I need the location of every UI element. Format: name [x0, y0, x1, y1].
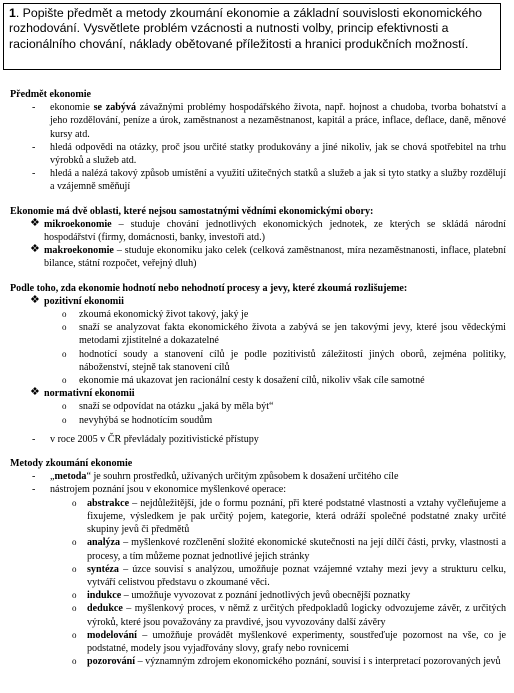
list-item-text [30, 295, 506, 308]
circle-bullet: o [72, 603, 77, 614]
text-run: – studuje ekonomiku jako celek (celková zaměstnanost, míra nezaměstnanosti, inflace, platební bilance, státní rozpočet, veřejný dluh) [44, 245, 506, 270]
dash-bullet: - [32, 433, 36, 445]
circle-bullet: o [62, 401, 67, 412]
list-item [10, 483, 506, 496]
sub-list-item [10, 589, 506, 602]
list-item-text [38, 470, 506, 483]
dash-bullet: - [32, 471, 36, 483]
circle-bullet: o [72, 656, 77, 667]
list-item [10, 387, 506, 400]
document-body [10, 88, 506, 668]
dash-bullet: - [32, 102, 36, 114]
circle-bullet: o [72, 497, 77, 508]
circle-bullet: o [62, 348, 67, 359]
list-item [10, 433, 506, 446]
circle-bullet: o [62, 309, 67, 320]
circle-bullet: o [72, 629, 77, 640]
list-item-text: nevyhýbá se hodnotícím soudům [79, 414, 213, 426]
heading-subject: Předmět ekonomie [10, 89, 92, 100]
circle-bullet: o [62, 375, 67, 386]
circle-bullet: o [72, 537, 77, 548]
sub-list-item [10, 497, 506, 537]
sub-list-item [10, 348, 506, 374]
list-item-text [10, 497, 506, 537]
list-item-text: ekonomie má ukazovat jen racionální cesty k dosažení cílů, nikoliv však cíle samotné [79, 375, 425, 387]
list-item [10, 218, 506, 244]
circle-bullet: o [72, 563, 77, 574]
list-item-text: hledá a nalézá takový způsob umístění a využití užitečných statků a služeb a jak si tyto statky a služby rozdělují a vzájemně směňují [50, 168, 506, 193]
list-item-text: hodnotící soudy a stanovení cílů je podle pozitivistů záležitostí jiných oborů, zejména politiky, náboženství, stejně tak stanovení cílů [79, 348, 506, 373]
list-item-text: nástrojem poznání jsou v ekonomice myšlenkové operace: [50, 484, 287, 496]
bold-term: metoda [54, 471, 87, 483]
text-run: “ je souhrn prostředků, užívaných určitým způsobem k dosažení určitého cíle [86, 471, 399, 483]
sub-list-item [10, 321, 506, 347]
question-text: . Popište předmět a metody zkoumání ekonomie a základní souvislosti ekonomického rozhodování. Vysvětlete problém vzácnosti a nutnosti volby, princip efektivnosti a racionálního chování, náklady obětované příležitosti a hranici produkčních možností. [9, 6, 483, 51]
sub-list-item [10, 563, 506, 589]
list-item-text [30, 218, 506, 244]
text-run: – myšlenkový proces, v němž z určitých předpokladů logicky odvozujeme závěr, z určitých výroků, které jsou považovány za pravdivé, jsou vyvozovány další závěry [87, 603, 506, 628]
list-item-text [30, 387, 506, 400]
sub-list-item [10, 629, 506, 655]
list-item-text [30, 244, 506, 270]
list-item-text: v roce 2005 v ČR převládaly pozitivistické přístupy [50, 433, 259, 445]
text-run: – nejdůležitější, jde o formu poznání, při které podstatné vlastnosti a vztahy vyčleňujeme a fixujeme, výsledkem je pak určitý pojem, kategorie, která odráží společné podstatné znaky určité skupiny jevů či předmětů [87, 497, 506, 536]
sub-list-item [10, 308, 506, 321]
sub-list-item [10, 602, 506, 628]
circle-bullet: o [62, 322, 67, 333]
list-item [10, 101, 506, 141]
question-number: 1 [9, 6, 16, 20]
list-item-text [10, 563, 506, 589]
bold-term: dedukce [87, 603, 123, 615]
sub-list-item [10, 655, 506, 668]
text-run: – úzce souvisí s analýzou, umožňuje poznat vzájemné vztahy mezi jevy a strukturu celku, vytváří celistvou představu o zkoumané věci. [87, 563, 506, 588]
bold-term: analýza [87, 537, 121, 549]
bold-term: makroekonomie [44, 245, 114, 257]
text-run: ekonomie [50, 102, 94, 114]
bold-term: mikroekonomie [44, 218, 112, 230]
dash-bullet: - [32, 484, 36, 496]
list-item-text [10, 629, 506, 655]
text-run: – myšlenkové rozčlenění složité ekonomické skutečnosti na její dílčí části, prvky, vlastnosti a procesy, a tím můžeme poznat jednotlivé jejich stránky [87, 537, 506, 562]
sub-list-item [10, 536, 506, 562]
dash-bullet: - [32, 168, 36, 180]
bold-term: pozorování [87, 656, 136, 668]
bold-term: pozitivní ekonomii [44, 295, 124, 307]
list-item [10, 141, 506, 167]
list-item-text [38, 101, 506, 141]
list-item [10, 244, 506, 270]
list-item [10, 470, 506, 483]
diamond-bullet-icon: ❖ [30, 243, 40, 256]
list-item [10, 295, 506, 308]
diamond-bullet-icon: ❖ [30, 386, 40, 399]
heading-distinction: Podle toho, zda ekonomie hodnotí nebo nehodnotí procesy a jevy, které zkoumá rozlišujeme: [10, 282, 408, 294]
list-item-text: hledá odpovědi na otázky, proč jsou určité statky produkovány a jiné nikoliv, jak se chová spotřebitel na trhu výrobků a služeb atd. [50, 141, 506, 167]
list-item-text [10, 589, 506, 602]
list-item-text: snaží se odpovídat na otázku „jaká by měla být“ [79, 401, 274, 413]
list-item-text [10, 655, 506, 668]
bold-term: syntéza [87, 563, 119, 575]
diamond-bullet-icon: ❖ [30, 216, 40, 229]
diamond-bullet-icon: ❖ [30, 293, 40, 306]
text-run: – studuje chování jednotlivých ekonomických jednotek, ze kterých se skládá národní hospodářství (firmy, domácnosti, banky, investoři atd.) [44, 218, 506, 244]
bold-term: abstrakce [87, 497, 130, 509]
text-run: závažnými problémy hospodářského života, např. hojnost a chudoba, tvorba bohatství a jeho rozdělování, peníze a úrok, zaměstnanost a nezaměstnanost, kapitál a práce, inflace, deflace, daně, měnové kursy atd. [50, 102, 506, 140]
bold-term: normativní ekonomii [44, 388, 135, 400]
bold-term: modelování [87, 629, 137, 641]
list-item-text: snaží se analyzovat fakta ekonomického života a zabývá se jen takovými jevy, které jsou vědeckými metodami zjistitelné a dokazatelné [79, 322, 506, 347]
dash-bullet: - [32, 141, 36, 153]
text-run: „ [50, 471, 55, 483]
bold-term: se zabývá [93, 102, 136, 114]
list-item-text [10, 536, 506, 562]
sub-list-item [10, 374, 506, 387]
text-run: – umožňuje provádět myšlenkové experimenty, soustřeďuje pozornost na vše, co je podstatné, modely jsou vyjadřovány slovy, grafy nebo rovnicemi [87, 629, 506, 654]
text-run: – umožňuje vyvozovat z poznání jednotlivých jevů obecnější poznatky [121, 590, 411, 602]
list-item-text [10, 602, 506, 628]
heading-methods: Metody zkoumání ekonomie [10, 458, 133, 470]
text-run: – významným zdrojem ekonomického poznání, souvisí i s interpretací pozorovaných jevů [135, 656, 501, 668]
circle-bullet: o [72, 590, 77, 601]
bold-term: indukce [87, 590, 122, 602]
circle-bullet: o [62, 414, 67, 425]
heading-areas: Ekonomie má dvě oblasti, které nejsou samostatnými vědními ekonomickými obory: [10, 205, 374, 217]
sub-list-item [10, 400, 506, 413]
sub-list-item [10, 414, 506, 427]
question-box [3, 3, 501, 70]
list-item-text: zkoumá ekonomický život takový, jaký je [79, 309, 249, 321]
list-item [10, 167, 506, 193]
